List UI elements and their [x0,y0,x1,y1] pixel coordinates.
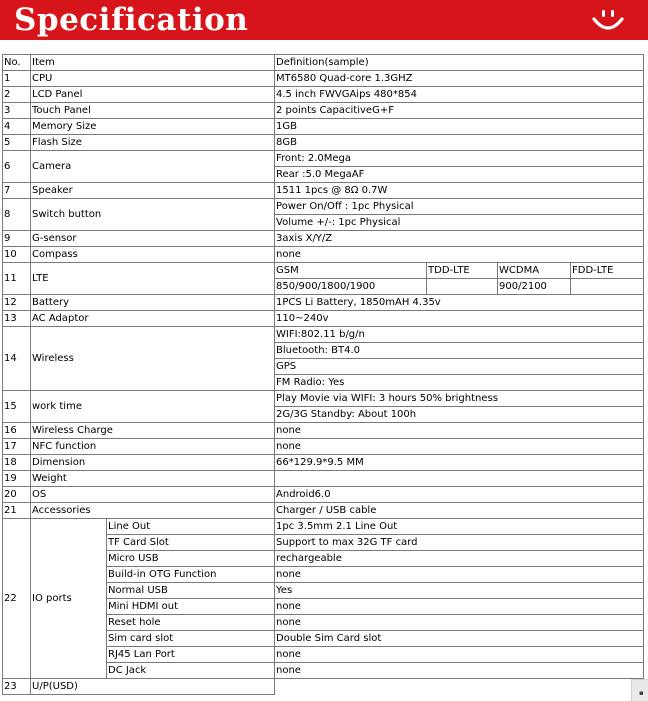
lte-band-name: WCDMA [498,263,571,279]
spec-value: MT6580 Quad-core 1.3GHZ [275,71,644,87]
io-port-value: rechargeable [275,551,644,567]
table-row [3,135,644,151]
row-number: 21 [3,503,31,519]
io-port-name: Sim card slot [107,631,275,647]
io-port-name: Line Out [107,519,275,535]
table-row [3,487,644,503]
spec-item: Accessories [31,503,275,519]
io-port-value: 1pc 3.5mm 2.1 Line Out [275,519,644,535]
table-row [3,439,644,455]
spec-item: OS [31,487,275,503]
table-row [3,103,644,119]
spec-item: AC Adaptor [31,311,275,327]
spec-value: none [275,423,644,439]
lte-band-value: 850/900/1800/1900 [275,279,427,295]
spec-value: 8GB [275,135,644,151]
row-number: 5 [3,135,31,151]
spec-value: 1PCS Li Battery, 1850mAH 4.35v [275,295,644,311]
header-no: No. [3,55,31,71]
row-number: 18 [3,455,31,471]
table-row [3,87,644,103]
table-row [3,679,644,695]
lte-band-name: GSM [275,263,427,279]
spec-value: Front: 2.0Mega [275,151,644,167]
row-number: 3 [3,103,31,119]
header-definition: Definition(sample) [275,55,644,71]
row-number: 2 [3,87,31,103]
table-row [3,295,644,311]
row-number: 14 [3,327,31,391]
io-port-name: DC Jack [107,663,275,679]
io-port-value: none [275,567,644,583]
io-port-name: TF Card Slot [107,535,275,551]
row-number: 1 [3,71,31,87]
spec-item: Memory Size [31,119,275,135]
spec-value: 3axis X/Y/Z [275,231,644,247]
spec-item: Battery [31,295,275,311]
spec-item: Wireless Charge [31,423,275,439]
table-row [3,471,644,487]
spec-value: GPS [275,359,644,375]
row-number: 13 [3,311,31,327]
spec-value: 1GB [275,119,644,135]
row-number: 23 [3,679,31,695]
spec-value [275,679,644,695]
spec-value: WIFI:802.11 b/g/n [275,327,644,343]
io-port-value: Double Sim Card slot [275,631,644,647]
spec-value: none [275,247,644,263]
spec-value: Power On/Off : 1pc Physical [275,199,644,215]
spec-item: Compass [31,247,275,263]
io-port-value: Yes [275,583,644,599]
spec-value: 1511 1pcs @ 8Ω 0.7W [275,183,644,199]
table-row [3,455,644,471]
spec-item: IO ports [31,519,107,679]
spec-table [2,54,644,695]
spec-value: 2G/3G Standby: About 100h [275,407,644,423]
smiley-icon [591,7,625,33]
row-number: 7 [3,183,31,199]
table-row [3,423,644,439]
spec-item: NFC function [31,439,275,455]
spec-value: Charger / USB cable [275,503,644,519]
row-number: 9 [3,231,31,247]
spec-item: work time [31,391,275,423]
spec-value: 2 points CapacitiveG+F [275,103,644,119]
table-row [3,263,644,279]
spec-value: Rear :5.0 MegaAF [275,167,644,183]
table-row [3,151,644,167]
table-row [3,391,644,407]
row-number: 20 [3,487,31,503]
table-row [3,71,644,87]
row-number: 22 [3,519,31,679]
io-port-value: Support to max 32G TF card [275,535,644,551]
spec-item: Camera [31,151,275,183]
spec-item: Weight [31,471,275,487]
lte-band-value: 900/2100 [498,279,571,295]
page-title: Specification [14,2,249,38]
row-number: 11 [3,263,31,295]
spec-value: 110~240v [275,311,644,327]
io-port-name: Mini HDMI out [107,599,275,615]
spec-item: Speaker [31,183,275,199]
table-row [3,119,644,135]
row-number: 16 [3,423,31,439]
table-row [3,231,644,247]
corner-icon: ▪ [639,689,644,697]
spec-value: 4.5 inch FWVGAips 480*854 [275,87,644,103]
spec-item: LCD Panel [31,87,275,103]
io-port-value: none [275,647,644,663]
table-row [3,311,644,327]
io-port-name: Normal USB [107,583,275,599]
io-port-value: none [275,599,644,615]
io-port-name: RJ45 Lan Port [107,647,275,663]
spec-item: Switch button [31,199,275,231]
row-number: 19 [3,471,31,487]
table-row [3,199,644,215]
lte-band-value [427,279,498,295]
page-corner-mark [631,679,648,701]
spec-item: CPU [31,71,275,87]
row-number: 12 [3,295,31,311]
spec-value: Volume +/-: 1pc Physical [275,215,644,231]
spec-value: none [275,439,644,455]
row-number: 17 [3,439,31,455]
header-item: Item [31,55,275,71]
spec-item: G-sensor [31,231,275,247]
spec-item: Wireless [31,327,275,391]
spec-value [275,471,644,487]
table-row [3,519,644,535]
spec-value: Bluetooth: BT4.0 [275,343,644,359]
spec-value: Android6.0 [275,487,644,503]
row-number: 15 [3,391,31,423]
spec-item: U/P(USD) [31,679,275,695]
table-header-row [3,55,644,71]
lte-band-value [571,279,644,295]
spec-item: Dimension [31,455,275,471]
title-banner [0,0,648,40]
io-port-value: none [275,663,644,679]
lte-band-name: TDD-LTE [427,263,498,279]
io-port-name: Micro USB [107,551,275,567]
row-number: 6 [3,151,31,183]
row-number: 10 [3,247,31,263]
spec-value: FM Radio: Yes [275,375,644,391]
spec-item: LTE [31,263,275,295]
row-number: 8 [3,199,31,231]
spec-item: Flash Size [31,135,275,151]
spec-item: Touch Panel [31,103,275,119]
spec-value: Play Movie via WIFI: 3 hours 50% brightness [275,391,644,407]
spec-value: 66*129.9*9.5 MM [275,455,644,471]
io-port-value: none [275,615,644,631]
row-number: 4 [3,119,31,135]
lte-band-name: FDD-LTE [571,263,644,279]
table-row [3,247,644,263]
io-port-name: Reset hole [107,615,275,631]
table-row [3,503,644,519]
table-row [3,183,644,199]
table-row [3,327,644,343]
io-port-name: Build-in OTG Function [107,567,275,583]
